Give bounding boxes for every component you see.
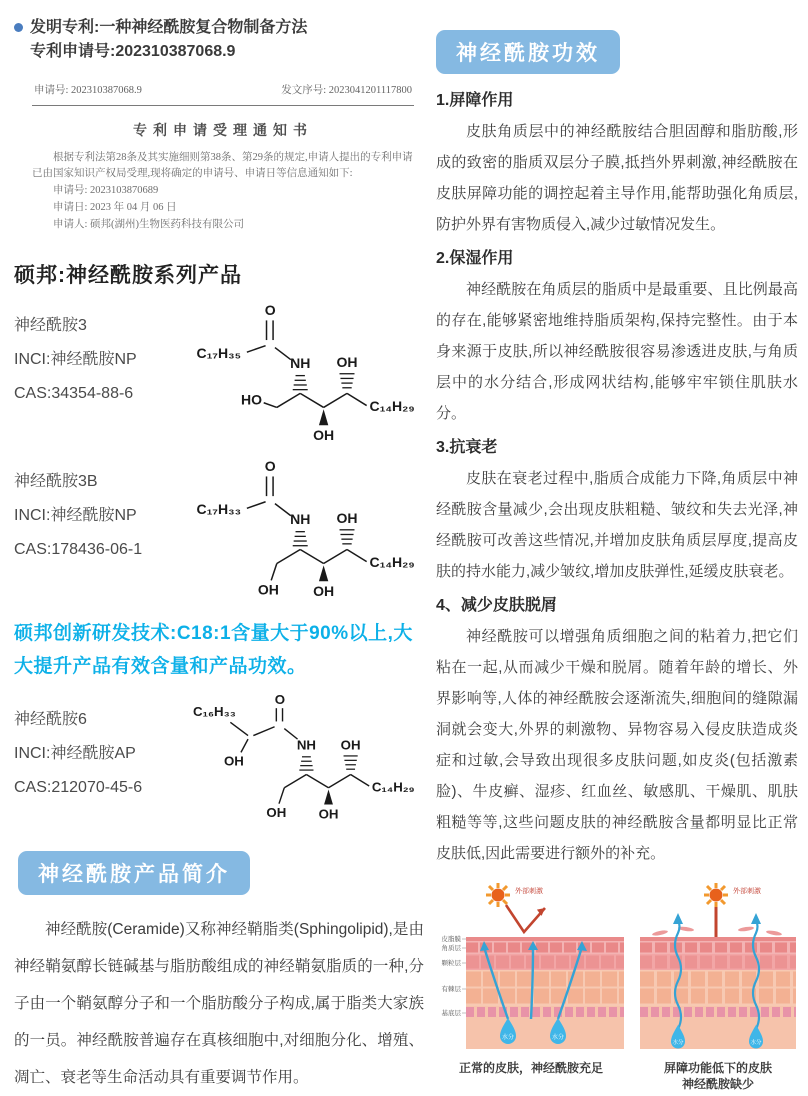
impaired-caption-line1: 屏障功能低下的皮肤: [663, 1061, 772, 1075]
efficacy-text: 皮肤角质层中的神经酰胺结合胆固醇和脂肪酸,形成的致密的脂质双层分子膜,抵挡外界刺激,神经酰胺在皮肤屏障功能的调控起着主导作用,能帮助强化角质层,防护外界有害物质侵入,减少过敏情况发生。: [436, 123, 798, 233]
sun-icon: [704, 883, 728, 907]
svg-text:C₁₇H₃₅: C₁₇H₃₅: [196, 344, 242, 361]
normal-skin-caption: 正常的皮肤，神经酰胺充足: [458, 1061, 603, 1075]
impaired-skin-caption: [638, 1060, 798, 1092]
svg-text:C₁₆H₃₃: C₁₆H₃₃: [192, 704, 236, 720]
svg-text:O: O: [264, 457, 276, 474]
svg-text:外部刺激: 外部刺激: [733, 888, 761, 895]
tech-innovation-note: 硕邦创新研发技术:C18:1含量大于90%以上,大大提升产品有效含量和产品功效。: [14, 623, 413, 677]
normal-skin-illustration: [436, 879, 626, 1051]
svg-text:C₁₄H₂₉: C₁₄H₂₉: [371, 779, 415, 795]
svg-text:C₁₄H₂₉: C₁₄H₂₉: [369, 398, 415, 415]
sun-icon: [486, 883, 510, 907]
svg-text:OH: OH: [313, 583, 335, 600]
svg-text:NH: NH: [290, 511, 311, 528]
svg-text:水分: 水分: [551, 1035, 565, 1041]
notice-title: 专利申请受理通知书: [133, 124, 313, 139]
efficacy-section-badge: 神经酰胺功效: [436, 30, 620, 74]
svg-text:O: O: [274, 691, 286, 707]
svg-text:O: O: [264, 301, 276, 318]
product-ceramide3b-structure: [172, 451, 424, 603]
svg-text:颗粒层: 颗粒层: [441, 960, 461, 967]
product-ceramide3b: [14, 451, 424, 603]
patent-acceptance-notice: [32, 78, 414, 233]
bullet-dot-icon: [14, 23, 23, 32]
svg-text:NH: NH: [290, 355, 311, 372]
product-inci: INCI:神经酰胺AP: [14, 745, 136, 762]
svg-text:水分: 水分: [672, 1040, 684, 1046]
svg-text:有棘层: 有棘层: [441, 986, 461, 993]
svg-text:OH: OH: [266, 804, 287, 820]
product-ceramide3-structure: [172, 295, 424, 445]
efficacy-section-moisturizing: [436, 244, 798, 429]
skin-comparison-diagram: [436, 879, 798, 1092]
svg-text:角质层: 角质层: [441, 945, 461, 952]
notice-detail-lines: [53, 182, 414, 233]
svg-text:OH: OH: [318, 806, 339, 822]
product-ceramide6: [14, 689, 424, 837]
svg-text:基底层: 基底层: [441, 1010, 461, 1017]
product-cas: CAS:178436-06-1: [14, 541, 143, 558]
svg-text:HO: HO: [241, 391, 263, 408]
left-column: [14, 16, 424, 1096]
right-column: [436, 30, 798, 1092]
notice-document-no: 发文序号: 2023041201117800: [281, 85, 412, 96]
notice-body: 根据专利法第28条及其实施细则第38条、第29条的规定,申请人提出的专利申请已由国家知识产权局受理,现将确定的申请号、申请日等信息通知如下:: [32, 152, 413, 179]
notice-detail-applicant: 申请人: 硕邦(湖州)生物医药科技有限公司: [53, 219, 245, 230]
ceramide6-structure-drawing: [172, 689, 424, 837]
efficacy-text: 皮肤在衰老过程中,脂质合成能力下降,角质层中神经酰胺含量减少,会出现皮肤粗糙、皱纹和失去光泽,神经酰胺可改善这些情况,并增加皮肤角质层厚度,提高皮肤的持水能力,减少皱纹,增加皮肤弹性,延缓皮肤衰老。: [436, 470, 798, 580]
ceramide3b-structure-drawing: [172, 451, 420, 603]
notice-application-no: 申请号: 202310387068.9: [34, 85, 142, 96]
product-ceramide3-info: [14, 295, 172, 411]
svg-text:C₁₄H₂₉: C₁₄H₂₉: [369, 554, 415, 571]
efficacy-section-desquamation: [436, 591, 798, 869]
impaired-skin-panel: [638, 879, 798, 1092]
efficacy-section-barrier: [436, 86, 798, 240]
svg-text:C₁₇H₃₃: C₁₇H₃₃: [196, 500, 242, 517]
efficacy-heading: 4、减少皮肤脱屑: [436, 597, 557, 614]
svg-text:NH: NH: [296, 737, 316, 753]
patent-title-line2: 专利申请号:202310387068.9: [30, 43, 236, 60]
svg-text:OH: OH: [336, 510, 358, 527]
impaired-caption-line2: 神经酰胺缺少: [681, 1077, 754, 1091]
svg-text:OH: OH: [340, 737, 361, 753]
notice-detail-appno: 申请号: 2023103870689: [53, 185, 159, 196]
intro-section-badge: 神经酰胺产品简介: [18, 851, 250, 895]
notice-header-row: [32, 78, 414, 106]
product-series-title: 硕邦:神经酰胺系列产品: [14, 264, 242, 287]
product-name: 神经酰胺3: [14, 317, 87, 334]
ceramide3-structure-drawing: [172, 295, 420, 445]
svg-text:OH: OH: [223, 753, 244, 769]
product-name: 神经酰胺3B: [14, 473, 98, 490]
svg-text:OH: OH: [257, 581, 279, 598]
svg-text:水分: 水分: [750, 1040, 762, 1046]
product-ceramide3: [14, 295, 424, 445]
product-inci: INCI:神经酰胺NP: [14, 351, 137, 368]
product-ceramide3b-info: [14, 451, 172, 567]
svg-text:OH: OH: [313, 427, 335, 444]
product-cas: CAS:34354-88-6: [14, 385, 134, 402]
normal-skin-panel: [436, 879, 626, 1092]
notice-detail-date: 申请日: 2023 年 04 月 06 日: [53, 202, 177, 213]
svg-text:皮脂膜: 皮脂膜: [441, 936, 461, 943]
svg-text:水分: 水分: [501, 1035, 515, 1041]
efficacy-section-antiaging: [436, 433, 798, 587]
efficacy-heading: 1.屏障作用: [436, 92, 514, 109]
product-ceramide6-structure: [172, 689, 424, 837]
patent-header: [14, 16, 424, 64]
product-inci: INCI:神经酰胺NP: [14, 507, 137, 524]
efficacy-heading: 2.保湿作用: [436, 250, 514, 267]
svg-text:外部刺激: 外部刺激: [515, 888, 543, 895]
patent-title-line1: 发明专利:一种神经酰胺复合物制备方法: [30, 19, 308, 36]
efficacy-text: 神经酰胺可以增强角质细胞之间的粘着力,把它们粘在一起,从而减少干燥和脱屑。随着年龄的增长、外界影响等,人体的神经酰胺会逐渐流失,细胞间的缝隙漏洞就会变大,外界的刺激物、异物容易入侵皮肤造成炎症和过敏,会导致出现很多皮肤问题,如皮炎(包括激素脸)、牛皮癣、湿疹、红血丝、敏感肌、干燥肌、肌肤粗糙等等,这些问题皮肤的神经酰胺含量都明显比正常皮肤低,因此需要进行额外的补充。: [436, 628, 798, 862]
efficacy-text: 神经酰胺在角质层的脂质中是最重要、且比例最高的存在,能够紧密地维持脂质架构,保持完整性。由于本身来源于皮肤,所以神经酰胺很容易渗透进皮肤,与角质层中的水分结合,形成网状结构,能够牢牢锁住肌肤水分。: [436, 281, 798, 422]
ceramide-intro-paragraph: 神经酰胺(Ceramide)又称神经鞘脂类(Sphingolipid),是由神经鞘氨醇长链碱基与脂肪酸组成的神经鞘氨脂质的一种,分子由一个鞘氨醇分子和一个脂肪酸分子构成,属于脂类大家族的一员。神经酰胺普遍存在真核细胞中,对细胞分化、增殖、凋亡、衰老等生命活动具有重要调节作用。: [14, 921, 424, 1086]
product-name: 神经酰胺6: [14, 711, 87, 728]
efficacy-heading: 3.抗衰老: [436, 439, 498, 456]
product-ceramide6-info: [14, 689, 172, 805]
svg-text:OH: OH: [336, 354, 358, 371]
product-cas: CAS:212070-45-6: [14, 779, 143, 796]
impaired-skin-illustration: [638, 879, 798, 1051]
